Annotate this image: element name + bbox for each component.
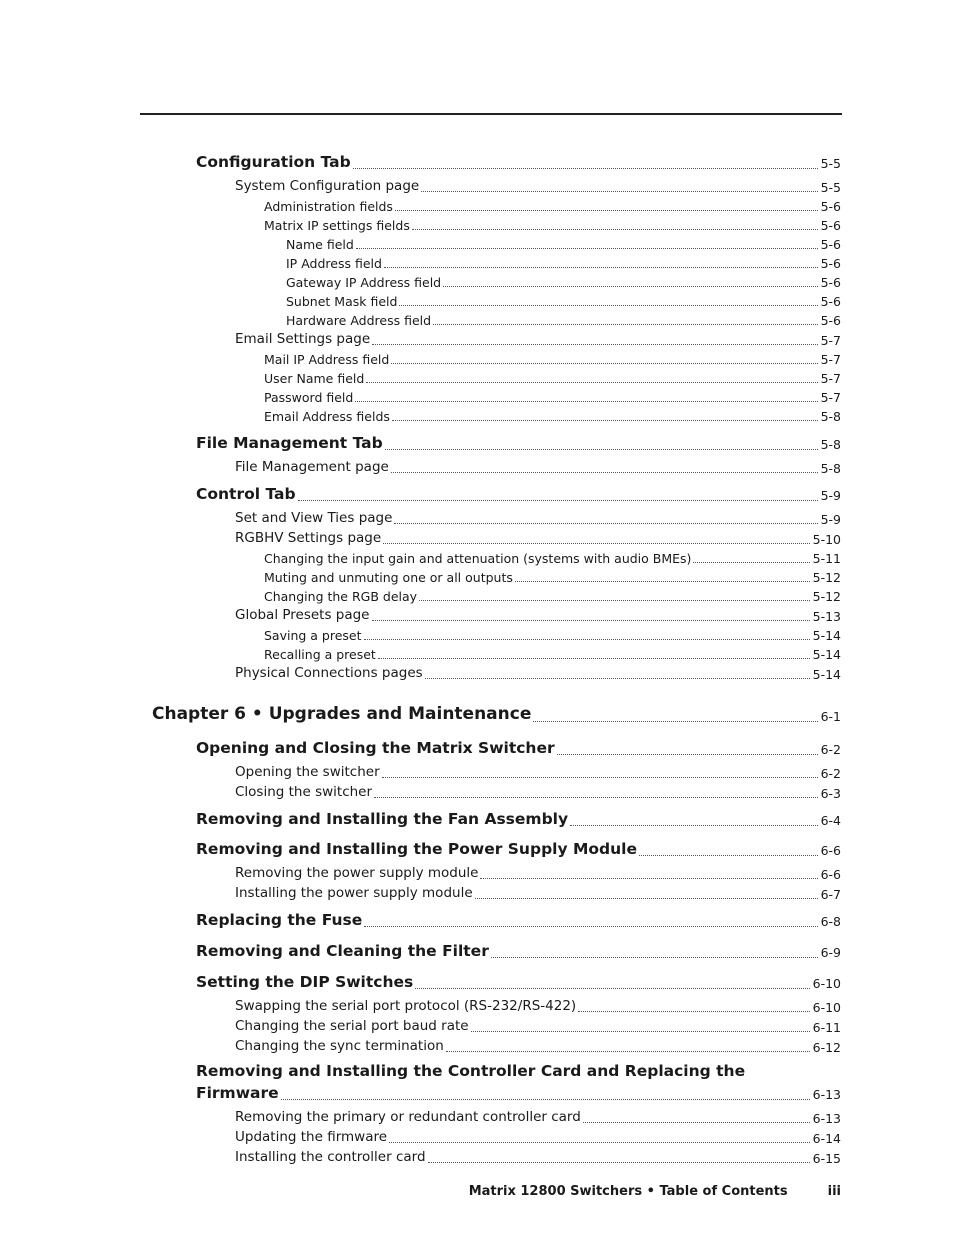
toc-entry-label: Changing the RGB delay — [264, 588, 418, 604]
toc-entry-label: Setting the DIP Switches — [196, 973, 414, 992]
toc-entry-page: 6-12 — [812, 1039, 841, 1055]
toc-entry-page: 6-9 — [820, 944, 841, 960]
toc-entry[interactable] — [196, 972, 841, 992]
toc-entry-label: File Management page — [235, 459, 389, 476]
toc-entry-page: 6-7 — [820, 886, 841, 902]
toc-entry-label: Replacing the Fuse — [196, 911, 363, 930]
toc-entry-label: Changing the sync termination — [235, 1038, 444, 1055]
dot-leader — [383, 543, 809, 544]
dot-leader — [382, 777, 818, 778]
toc-entry[interactable] — [196, 910, 841, 930]
toc-entry-label: Muting and unmuting one or all outputs — [264, 569, 513, 585]
toc-entry-label: Opening the switcher — [235, 764, 380, 781]
toc-entry-page: 5-8 — [820, 436, 841, 452]
toc-entry-page: 5-12 — [812, 569, 841, 585]
toc-entry[interactable] — [264, 213, 841, 233]
dot-leader — [378, 658, 810, 659]
dot-leader — [372, 344, 817, 345]
toc-entry-page: 5-14 — [812, 666, 841, 682]
toc-entry-page: 6-2 — [820, 765, 841, 781]
toc-entry[interactable] — [196, 152, 841, 172]
dot-leader — [394, 523, 817, 524]
toc-entry[interactable] — [286, 308, 841, 328]
toc-entry[interactable] — [264, 546, 841, 566]
toc-entry-label: File Management Tab — [196, 434, 383, 453]
dot-leader — [446, 1051, 810, 1052]
toc-entry-label: Email Address fields — [264, 408, 390, 424]
dot-leader — [366, 382, 817, 383]
dot-leader — [364, 926, 817, 927]
toc-entry-label: System Configuration page — [235, 178, 420, 195]
toc-entry[interactable] — [235, 761, 841, 781]
toc-entry-page: 5-10 — [812, 531, 841, 547]
toc-entry[interactable] — [235, 527, 841, 547]
toc-entry-page: 6-15 — [812, 1150, 841, 1166]
toc-entry[interactable] — [196, 484, 841, 504]
toc-entry[interactable] — [286, 289, 841, 309]
dot-leader — [355, 401, 817, 402]
toc-entry[interactable] — [235, 175, 841, 195]
toc-entry-heading: Removing and Installing the Controller Card and Replacing the — [196, 1062, 746, 1080]
toc-entry-label: Chapter 6 • Upgrades and Maintenance — [152, 704, 532, 725]
toc-entry[interactable] — [235, 1126, 841, 1146]
dot-leader — [298, 500, 818, 501]
dot-leader — [364, 639, 810, 640]
toc-entry[interactable] — [235, 781, 841, 801]
toc-entry-page: 5-9 — [820, 511, 841, 527]
toc-entry-page: 5-7 — [820, 370, 841, 386]
dot-leader — [392, 420, 818, 421]
dot-leader — [374, 797, 818, 798]
toc-entry[interactable] — [264, 366, 841, 386]
toc-entry-page: 5-9 — [820, 487, 841, 503]
toc-entry-label: Subnet Mask field — [286, 293, 398, 309]
toc-entry-label: Firmware — [196, 1084, 279, 1103]
toc-entry[interactable] — [286, 270, 841, 290]
toc-entry-page: 6-1 — [820, 708, 841, 724]
toc-entry[interactable] — [196, 941, 841, 961]
toc-entry-page: 5-8 — [820, 460, 841, 476]
toc-entry[interactable] — [196, 839, 841, 859]
toc-entry[interactable] — [264, 584, 841, 604]
toc-entry-page: 6-14 — [812, 1130, 841, 1146]
toc-entry[interactable] — [235, 862, 841, 882]
footer-page-number: iii — [827, 1184, 841, 1199]
toc-entry-label: Changing the serial port baud rate — [235, 1018, 469, 1035]
dot-leader — [412, 229, 818, 230]
toc-entry-label: Removing and Installing the Power Supply Module — [196, 840, 638, 859]
toc-entry[interactable] — [235, 1146, 841, 1166]
toc-entry-label: Closing the switcher — [235, 784, 373, 801]
toc-entry-label: IP Address field — [286, 255, 382, 271]
toc-entry[interactable] — [264, 347, 841, 367]
toc-entry[interactable] — [264, 565, 841, 585]
toc-entry-page: 6-11 — [812, 1019, 841, 1035]
dot-leader — [533, 721, 817, 722]
toc-entry-page: 6-3 — [820, 785, 841, 801]
toc-entry[interactable] — [286, 251, 841, 271]
dot-leader — [384, 267, 818, 268]
toc-entry-label: Changing the input gain and attenuation (systems with audio BMEs) — [264, 550, 692, 566]
toc-entry[interactable] — [235, 328, 841, 348]
dot-leader — [356, 248, 818, 249]
toc-entry-page: 5-7 — [820, 389, 841, 405]
toc-entry[interactable] — [264, 194, 841, 214]
toc-entry[interactable] — [235, 1106, 841, 1126]
toc-entry[interactable] — [152, 705, 841, 725]
toc-entry[interactable] — [235, 456, 841, 476]
toc-entry[interactable] — [235, 1015, 841, 1035]
toc-entry-page: 6-8 — [820, 913, 841, 929]
dot-leader — [475, 898, 818, 899]
toc-entry-page: 6-10 — [812, 999, 841, 1015]
toc-entry-page: 5-6 — [820, 312, 841, 328]
toc-entry-label: Mail IP Address field — [264, 351, 390, 367]
dot-leader — [515, 581, 810, 582]
dot-leader — [557, 754, 818, 755]
dot-leader — [421, 191, 817, 192]
toc-entry-page: 5-6 — [820, 217, 841, 233]
dot-leader — [693, 562, 809, 563]
toc-entry-page: 6-6 — [820, 866, 841, 882]
toc-entry-label: Removing and Installing the Fan Assembly — [196, 810, 569, 829]
toc-entry-label: RGBHV Settings page — [235, 530, 382, 547]
toc-entry-label: Set and View Ties page — [235, 510, 393, 527]
toc-entry-label: Removing the power supply module — [235, 865, 479, 882]
toc-entry[interactable] — [196, 809, 841, 829]
toc-entry-page: 5-6 — [820, 255, 841, 271]
toc-entry-label: Matrix IP settings fields — [264, 217, 410, 233]
toc-entry[interactable] — [196, 433, 841, 453]
dot-leader — [385, 449, 818, 450]
toc-entry[interactable] — [235, 507, 841, 527]
toc-entry[interactable] — [235, 882, 841, 902]
header-rule — [140, 113, 842, 115]
toc-entry[interactable] — [235, 1035, 841, 1055]
toc-entry-label: Physical Connections pages — [235, 665, 423, 682]
toc-entry[interactable] — [196, 1083, 841, 1103]
toc-entry[interactable] — [264, 385, 841, 405]
toc-entry-label: Removing the primary or redundant controller card — [235, 1109, 581, 1126]
toc-entry-page: 6-13 — [812, 1110, 841, 1126]
dot-leader — [419, 600, 810, 601]
toc-entry-page: 5-6 — [820, 293, 841, 309]
toc-entry[interactable] — [286, 232, 841, 252]
toc-entry[interactable] — [235, 995, 841, 1015]
dot-leader — [428, 1162, 810, 1163]
toc-entry-label: Password field — [264, 389, 354, 405]
toc-entry-page: 5-14 — [812, 627, 841, 643]
page-footer — [469, 1184, 841, 1199]
toc-entry-page: 5-8 — [820, 408, 841, 424]
toc-entry-page: 6-10 — [812, 975, 841, 991]
toc-entry-page: 6-2 — [820, 741, 841, 757]
toc-entry-page: 5-6 — [820, 236, 841, 252]
toc-entry-page: 6-6 — [820, 842, 841, 858]
dot-leader — [583, 1122, 810, 1123]
toc-entry-label: Installing the power supply module — [235, 885, 473, 902]
toc-entry-label: Installing the controller card — [235, 1149, 426, 1166]
dot-leader — [480, 878, 817, 879]
toc-entry[interactable] — [196, 738, 841, 758]
dot-leader — [578, 1011, 809, 1012]
toc-entry-label: Configuration Tab — [196, 153, 351, 172]
footer-title: Matrix 12800 Switchers • Table of Contents — [468, 1184, 788, 1199]
toc-entry-page: 5-14 — [812, 646, 841, 662]
dot-leader — [570, 825, 817, 826]
dot-leader — [391, 363, 817, 364]
toc-entry-label: Saving a preset — [264, 627, 362, 643]
toc-entry[interactable] — [264, 404, 841, 424]
dot-leader — [281, 1099, 810, 1100]
toc-entry-label: Gateway IP Address field — [286, 274, 442, 290]
toc-entry-label: Global Presets page — [235, 607, 370, 624]
dot-leader — [433, 324, 818, 325]
toc-entry-page: 5-7 — [820, 332, 841, 348]
toc-entry-label: Administration fields — [264, 198, 393, 214]
toc-entry-label: Removing and Cleaning the Filter — [196, 942, 489, 961]
toc-entry-page: 5-13 — [812, 608, 841, 624]
dot-leader — [471, 1031, 810, 1032]
dot-leader — [399, 305, 817, 306]
dot-leader — [372, 620, 810, 621]
toc-entry-page: 5-11 — [812, 550, 841, 566]
dot-leader — [389, 1142, 810, 1143]
toc-entry-page: 5-5 — [820, 155, 841, 171]
toc-entry-label: Hardware Address field — [286, 312, 432, 328]
toc-entry-page: 6-13 — [812, 1086, 841, 1102]
toc-entry-label: Opening and Closing the Matrix Switcher — [196, 739, 555, 758]
toc-entry-label: Email Settings page — [235, 331, 371, 348]
toc-entry-page: 5-6 — [820, 274, 841, 290]
dot-leader — [395, 210, 818, 211]
toc-entry[interactable] — [264, 642, 841, 662]
toc-entry-page: 5-12 — [812, 588, 841, 604]
toc-entry-label: User Name field — [264, 370, 365, 386]
toc-entry[interactable] — [235, 604, 841, 624]
dot-leader — [443, 286, 817, 287]
dot-leader — [353, 168, 818, 169]
toc-entry[interactable] — [235, 662, 841, 682]
toc-entry-label: Recalling a preset — [264, 646, 376, 662]
toc-entry[interactable] — [264, 623, 841, 643]
dot-leader — [415, 988, 809, 989]
toc-entry-page: 5-7 — [820, 351, 841, 367]
dot-leader — [639, 855, 818, 856]
toc-entry-page: 5-6 — [820, 198, 841, 214]
dot-leader — [491, 957, 818, 958]
toc-entry-label: Name field — [286, 236, 354, 252]
toc-entry-page: 6-4 — [820, 812, 841, 828]
toc-entry-label: Swapping the serial port protocol (RS-232/RS-422) — [235, 998, 577, 1015]
dot-leader — [391, 472, 818, 473]
toc-entry-label: Updating the firmware — [235, 1129, 388, 1146]
toc-entry-page: 5-5 — [820, 179, 841, 195]
toc-entry-label: Control Tab — [196, 485, 296, 504]
dot-leader — [425, 678, 810, 679]
